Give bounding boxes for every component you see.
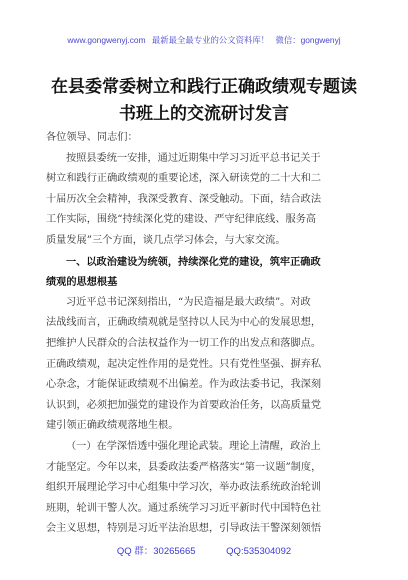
paragraph-line: 认识到，必须把加强党的建设作为首要政治任务，以高质量党 (46, 399, 322, 411)
paragraph-line: （一）在学深悟透中强化理论武装。理论上清醒，政治上 (66, 440, 321, 452)
paragraph-line: 会主义思想，特别是习近平法治思想，引导政法干警深刻领悟 (46, 523, 322, 535)
wechat-id: 微信：gongwenyj (275, 35, 341, 45)
section-heading: 绩观的思想根基 (46, 276, 118, 289)
paragraph-line: 把维护人民群众的合法权益作为一切工作的出发点和落脚点。 (46, 337, 322, 349)
site-slogan: 最新最全最专业的公文资料库！ (151, 35, 270, 45)
qq-contact: QQ:535304092 (226, 546, 292, 557)
paragraph-line: 心杂念，才能保证政绩观不出偏差。作为政法委书记，我深刻 (46, 379, 322, 391)
paragraph-line: 习近平总书记深刻指出，“为民造福是最大政绩”。对政 (66, 296, 311, 308)
document-title (48, 74, 360, 128)
site-footer (0, 543, 408, 557)
site-header (0, 34, 408, 46)
document-body (46, 128, 364, 540)
paragraph-line: 正确政绩观，起决定性作用的是党性。只有党性坚强、摒弃私 (46, 358, 322, 370)
paragraph-line: 质量发展”三个方面，谈几点学习体会，与大家交流。 (46, 234, 286, 246)
section-heading: 一、以政治建设为统领，持续深化党的建设，筑牢正确政 (66, 255, 321, 268)
title-line-1: 在县委常委树立和践行正确政绩观专题读 (51, 77, 357, 97)
site-url-link[interactable]: www.gongwenyj.com (67, 35, 146, 45)
paragraph-line: 十届历次全会精神，我深受教育、深受触动。下面，结合政法 (46, 193, 322, 205)
paragraph-line: 班期，轮训干警人次。通过系统学习习近平新时代中国特色社 (46, 502, 322, 514)
salutation: 各位领导、同志们： (46, 132, 138, 143)
paragraph-line: 组织开展理论学习中心组集中学习次，举办政法系统政治轮训 (46, 482, 322, 494)
paragraph-line: 工作实际，围绕“持续深化党的建设、严守纪律底线、服务高 (46, 214, 317, 226)
paragraph-line: 才能坚定。今年以来，县委政法委严格落实“第一议题”制度， (46, 461, 322, 473)
qq-group: QQ 群：30265665 (116, 546, 196, 557)
paragraph-line: 法战线而言，正确政绩观就是坚持以人民为中心的发展思想， (46, 317, 322, 329)
paragraph-line: 树立和践行正确政绩观的重要论述，深入研读党的二十大和二 (46, 173, 322, 185)
paragraph-line: 按照县委统一安排，通过近期集中学习习近平总书记关于 (66, 152, 321, 164)
paragraph-line: 建引领正确政绩观落地生根。 (46, 420, 179, 432)
title-line-2: 书班上的交流研讨发言 (119, 104, 289, 124)
